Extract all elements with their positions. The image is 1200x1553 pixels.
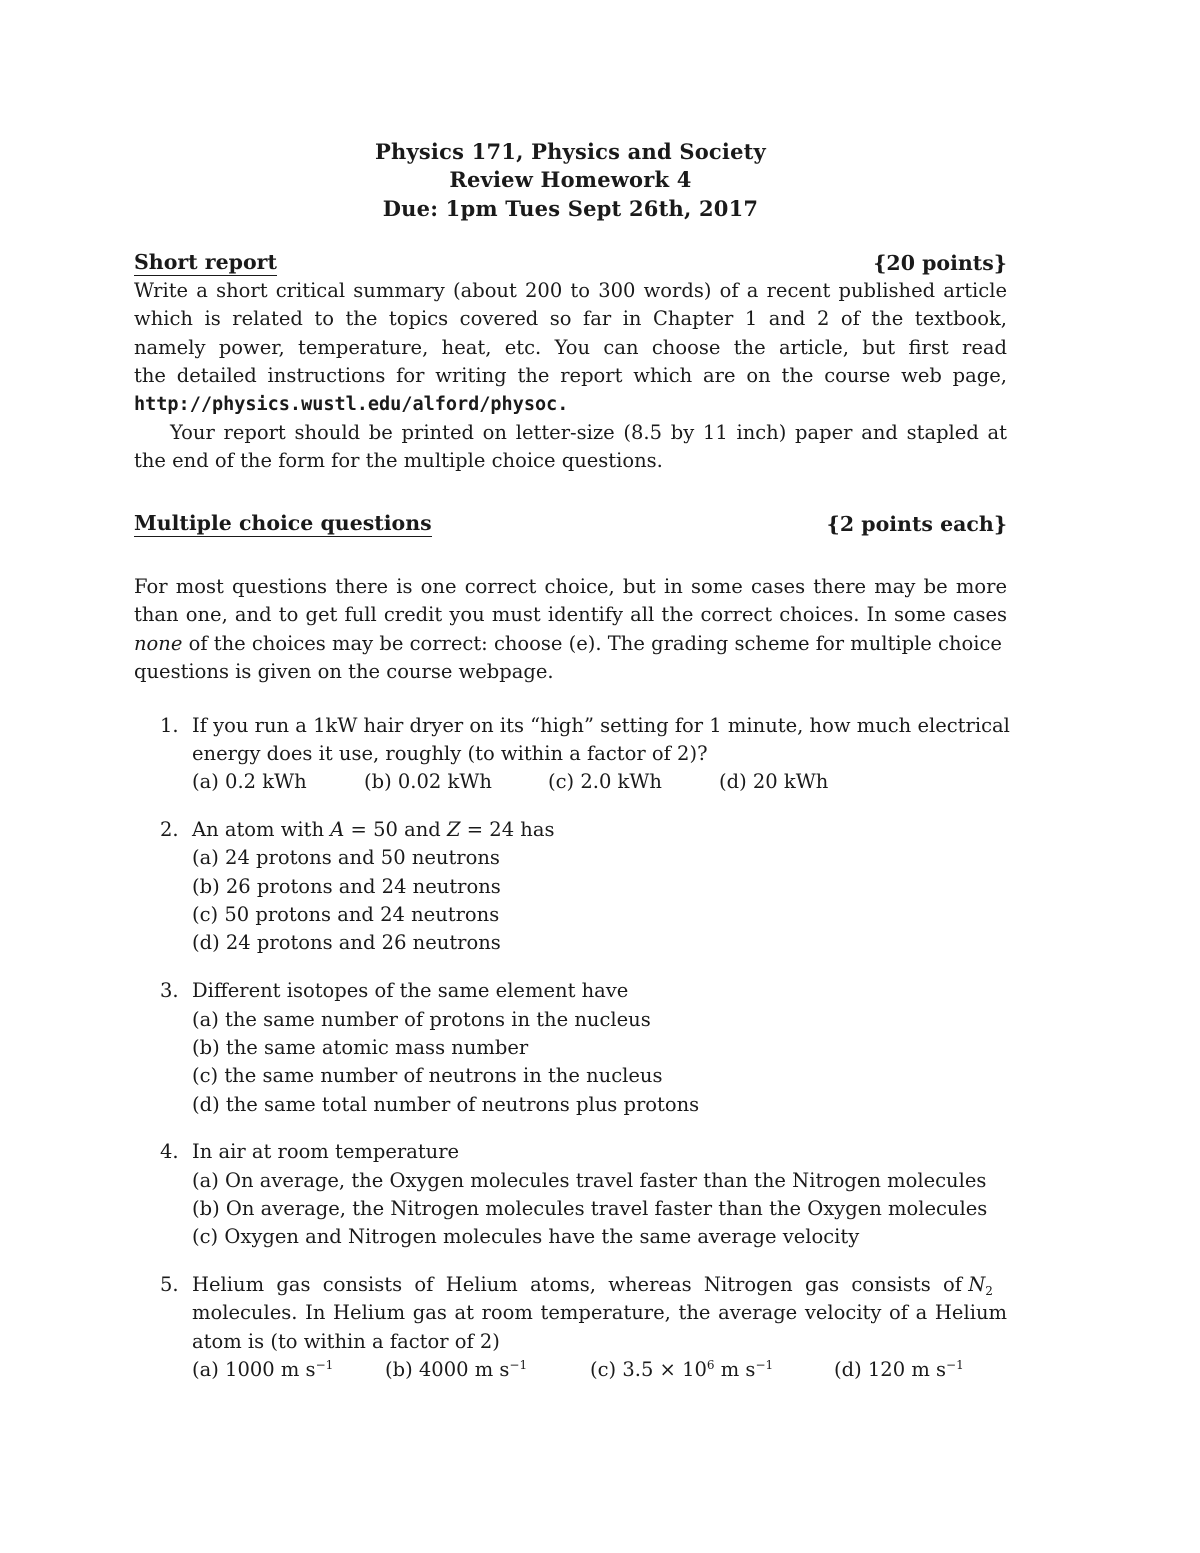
question-number: 1. [160, 714, 179, 737]
q5-option-b[interactable] [385, 1356, 527, 1384]
short-report-line-4: the detailed instructions for writing the report which are on the course web page, [134, 364, 1007, 387]
course-url[interactable]: http://physics.wustl.edu/alford/physoc. [134, 394, 569, 415]
q2-text-c: = 24 has [460, 818, 555, 841]
q3-option-b[interactable]: (b) the same atomic mass number [192, 1036, 529, 1059]
short-report-points: {20 points} [873, 251, 1007, 275]
question-number: 5. [160, 1273, 179, 1296]
q5-a-exp: −1 [315, 1358, 334, 1372]
mc-intro-line-2: than one, and to get full credit you must identify all the correct choices. In some cases [134, 603, 1007, 626]
q4-option-c[interactable]: (c) Oxygen and Nitrogen molecules have the same average velocity [192, 1225, 860, 1248]
question-1-line-2: energy does it use, roughly (to within a factor of 2)? [192, 742, 708, 765]
q2-var-a: A [330, 818, 345, 841]
question-5-line-3: atom is (to within a factor of 2) [192, 1330, 500, 1353]
mc-points: {2 points each} [826, 512, 1007, 536]
q1-option-a[interactable]: (a) 0.2 kWh [192, 770, 307, 793]
q5-b-text: (b) 4000 m s [385, 1358, 510, 1381]
q3-option-d[interactable]: (d) the same total number of neutrons plus protons [192, 1093, 700, 1116]
q3-option-a[interactable]: (a) the same number of protons in the nucleus [192, 1008, 651, 1031]
emphasis-none: none [134, 632, 183, 655]
q3-option-c[interactable]: (c) the same number of neutrons in the nucleus [192, 1064, 663, 1087]
mc-intro-line-3-rest: of the choices may be correct: choose (e). The grading scheme for multiple choice [182, 632, 1002, 655]
q5-option-c[interactable] [590, 1356, 773, 1384]
mc-heading: Multiple choice questions [134, 511, 432, 535]
q5-b-exp: −1 [509, 1358, 528, 1372]
q1-option-d[interactable]: (d) 20 kWh [719, 770, 829, 793]
q5-line-1-text: Helium gas consists of Helium atoms, whereas Nitrogen gas consists of [192, 1273, 962, 1296]
q2-option-a[interactable]: (a) 24 protons and 50 neutrons [192, 846, 500, 869]
q2-text-a: An atom with [192, 818, 325, 841]
question-number: 4. [160, 1140, 179, 1163]
q4-option-a[interactable]: (a) On average, the Oxygen molecules travel faster than the Nitrogen molecules [192, 1169, 987, 1192]
title-due-date: Due: 1pm Tues Sept 26th, 2017 [382, 196, 759, 221]
question-5-line-2: molecules. In Helium gas at room temperature, the average velocity of a Helium [192, 1301, 1007, 1324]
q5-option-a[interactable] [192, 1356, 333, 1384]
q5-c-text: (c) 3.5 × 10 [590, 1358, 707, 1381]
short-report-line-7: the end of the form for the multiple choice questions. [134, 449, 663, 472]
q4-option-b[interactable]: (b) On average, the Nitrogen molecules travel faster than the Oxygen molecules [192, 1197, 988, 1220]
short-report-line-3: namely power, temperature, heat, etc. You can choose the article, but first read [134, 336, 1007, 359]
q2-text-b: = 50 and [344, 818, 447, 841]
question-2-stem [192, 816, 555, 844]
question-number: 2. [160, 818, 179, 841]
question-1-line-1: If you run a 1kW hair dryer on its “high” setting for 1 minute, how much electrical [192, 714, 1010, 737]
q2-option-c[interactable]: (c) 50 protons and 24 neutrons [192, 903, 500, 926]
q1-option-b[interactable]: (b) 0.02 kWh [364, 770, 492, 793]
question-5-line-1 [192, 1271, 1007, 1299]
q5-c-power: 6 [706, 1358, 715, 1372]
mc-intro-line-1: For most questions there is one correct choice, but in some cases there may be more [134, 575, 1007, 598]
short-report-line-1: Write a short critical summary (about 200 to 300 words) of a recent published article [134, 279, 1007, 302]
mc-intro-line-4: questions is given on the course webpage. [134, 660, 554, 683]
title-assignment: Review Homework 4 [449, 167, 692, 192]
question-3-stem: Different isotopes of the same element have [192, 979, 629, 1002]
question-number: 3. [160, 979, 179, 1002]
short-report-line-2: which is related to the topics covered so far in Chapter 1 and 2 of the textbook, [134, 307, 1007, 330]
q5-d-exp: −1 [946, 1358, 964, 1372]
q5-c-exp: −1 [755, 1358, 774, 1372]
short-report-line-6: Your report should be printed on letter-size (8.5 by 11 inch) paper and stapled at [170, 421, 1007, 444]
q2-option-b[interactable]: (b) 26 protons and 24 neutrons [192, 875, 501, 898]
q2-option-d[interactable]: (d) 24 protons and 26 neutrons [192, 931, 501, 954]
short-report-heading: Short report [134, 250, 277, 274]
q2-var-z: Z [446, 818, 461, 841]
q5-a-text: (a) 1000 m s [192, 1358, 316, 1381]
q5-subscript: 2 [985, 1284, 993, 1298]
q5-var-n: N [968, 1273, 986, 1296]
q5-d-text: (d) 120 m s [834, 1358, 947, 1381]
q5-option-d[interactable] [834, 1356, 964, 1384]
question-4-stem: In air at room temperature [192, 1140, 460, 1163]
course-web-link[interactable] [134, 390, 1007, 419]
q5-c-unit: m s [714, 1358, 756, 1381]
title-course: Physics 171, Physics and Society [375, 139, 766, 164]
q1-option-c[interactable]: (c) 2.0 kWh [548, 770, 662, 793]
mc-intro-line-3 [134, 630, 1007, 658]
